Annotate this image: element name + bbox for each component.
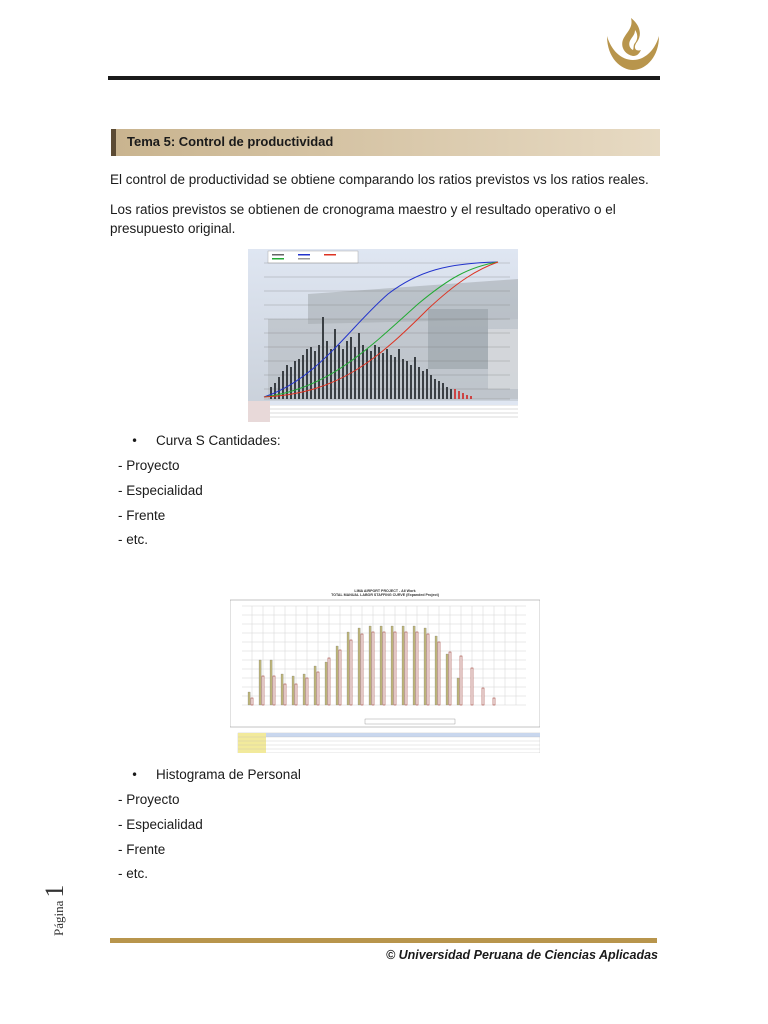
list-item: - Proyecto: [118, 458, 180, 473]
page-word: Página: [51, 900, 66, 936]
staffing-histogram-image: [230, 588, 540, 753]
footer-copyright: © Universidad Peruana de Ciencias Aplicadas: [385, 948, 658, 962]
s-curve-chart-image: [248, 249, 518, 422]
list-item: - Especialidad: [118, 483, 203, 498]
list-item: - etc.: [118, 866, 149, 881]
bullet-dot-1: •: [131, 434, 139, 448]
bullet-histograma: Histograma de Personal: [156, 767, 301, 782]
histogram-title-line1: LIMA AIRPORT PROJECT - All Work: [354, 589, 416, 593]
page-number: 1: [40, 884, 69, 898]
header-rule: [108, 76, 660, 80]
list-item: - Frente: [118, 508, 166, 523]
footer-rule: [110, 938, 657, 943]
list-item: - Especialidad: [118, 817, 203, 832]
list-item: - Frente: [118, 842, 166, 857]
paragraph-1: El control de productividad se obtiene comparando los ratios previstos vs los ratios reales.: [110, 172, 649, 187]
list-item: - etc.: [118, 532, 149, 547]
upc-flame-logo-icon: [603, 14, 663, 72]
histogram-title-line2: TOTAL MANUAL LABOR STAFFING CURVE (Expanded Project): [331, 593, 439, 597]
bullet-dot-2: •: [131, 768, 139, 782]
bullet-curva-s: Curva S Cantidades:: [156, 433, 281, 448]
section-heading-bar: [111, 129, 660, 156]
paragraph-2: Los ratios previstos se obtienen de cronograma maestro y el resultado operativo o el presupuesto original.: [110, 202, 616, 236]
list-item: - Proyecto: [118, 792, 180, 807]
section-title: Tema 5: Control de productividad: [127, 134, 334, 149]
page-number-label: [40, 885, 70, 936]
